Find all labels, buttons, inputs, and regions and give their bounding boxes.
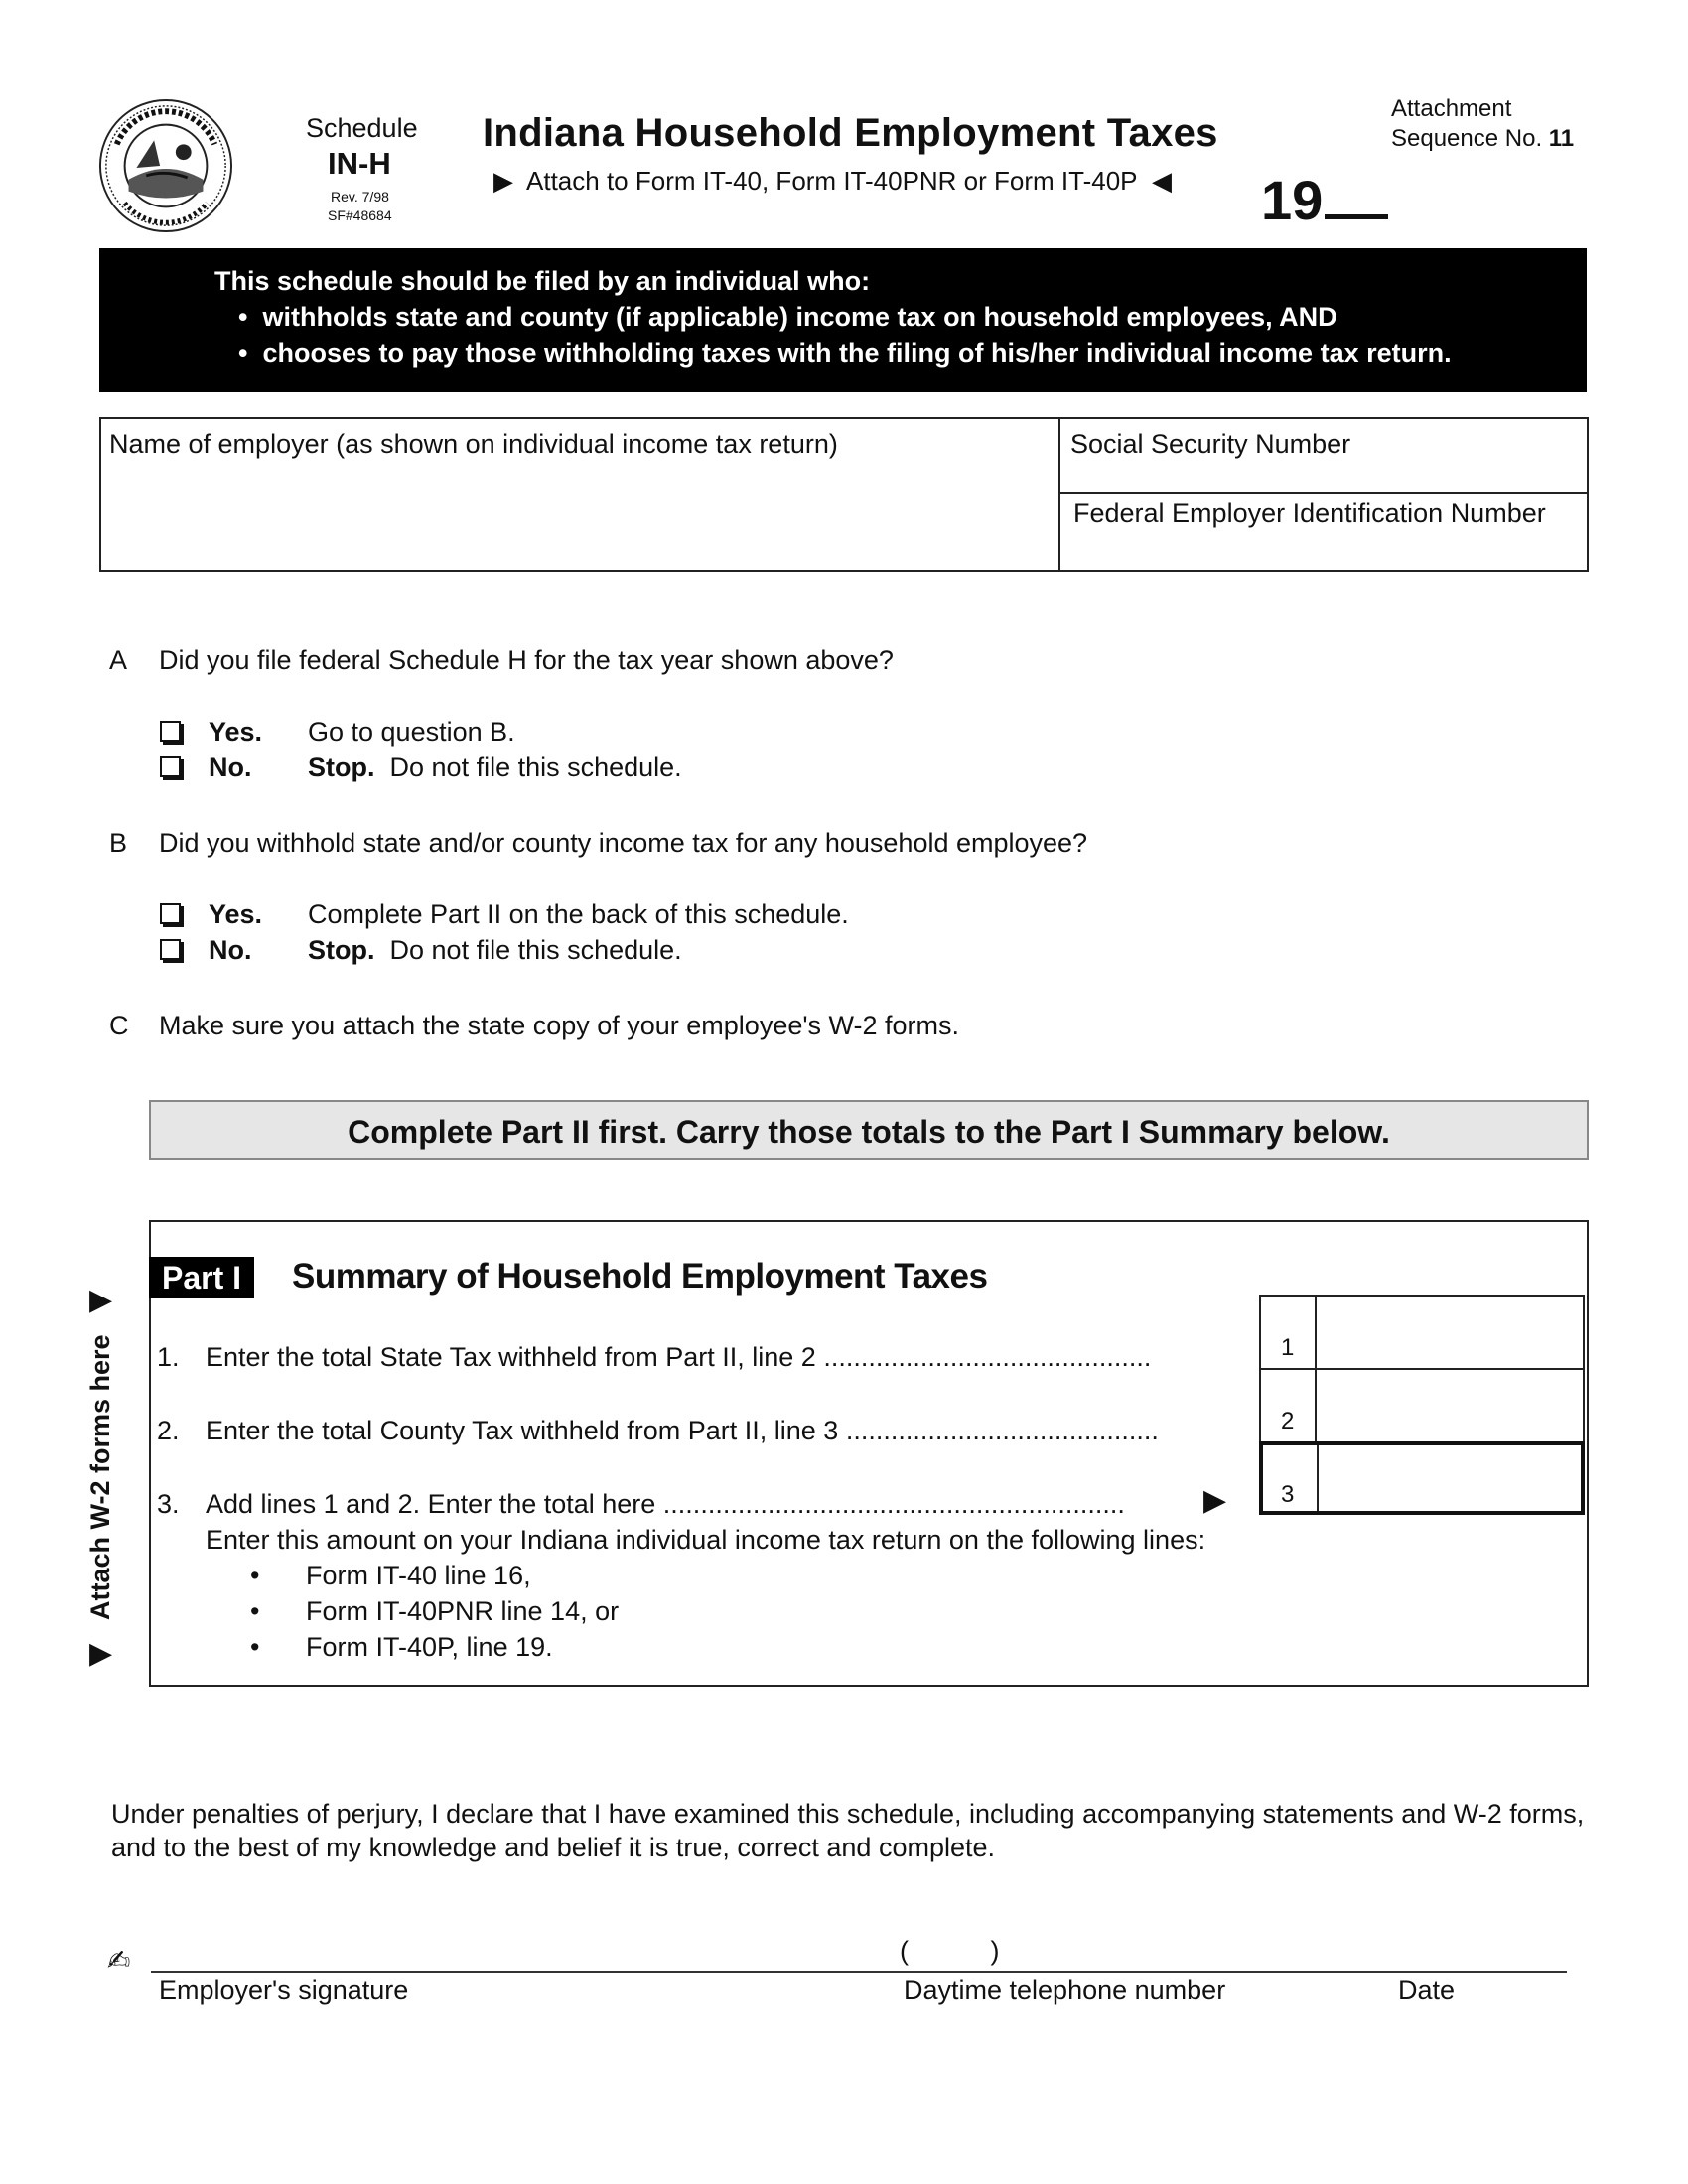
question-a-text: Did you file federal Schedule H for the tax year shown above?	[159, 645, 894, 675]
instruction-text: Complete Part II first. Carry those totals to the Part I Summary below.	[348, 1114, 1390, 1150]
amount-box-line-2[interactable]	[1259, 1368, 1585, 1441]
amount-box-divider	[1315, 1297, 1317, 1368]
form-line-item: •	[250, 1561, 260, 1590]
amount-box-divider	[1317, 1445, 1319, 1511]
employer-signature-label: Employer's signature	[159, 1976, 409, 2005]
line-2-number: 2.	[157, 1416, 180, 1445]
line-3-text: Add lines 1 and 2. Enter the total here ..............................................................	[206, 1489, 1125, 1519]
question-b-yes-label: Yes.	[209, 899, 263, 929]
line-1-number: 1.	[157, 1342, 180, 1372]
amount-box-line-1[interactable]	[1259, 1295, 1585, 1368]
banner-bullet-2-text: chooses to pay those withholding taxes with the filing of his/her individual income tax return.	[262, 339, 1452, 368]
revision-date: Rev. 7/98	[331, 189, 389, 205]
arrow-right-icon: ▶	[493, 166, 513, 196]
question-a-no-label: No.	[209, 752, 252, 782]
schedule-id: IN-H	[328, 146, 391, 181]
line-3-number: 3.	[157, 1489, 180, 1519]
amount-box-line-3[interactable]	[1259, 1441, 1585, 1515]
fein-field[interactable]: Federal Employer Identification Number	[1073, 498, 1546, 528]
sequence-label: Sequence No.	[1391, 125, 1543, 152]
question-a-stop: Stop.	[308, 752, 375, 782]
question-a-no-text	[308, 752, 682, 783]
question-a-no-checkbox[interactable]	[160, 756, 181, 777]
eligibility-banner	[99, 248, 1587, 392]
phone-area-code-parens[interactable]: ( )	[900, 1936, 1000, 1966]
line-1-text: Enter the total State Tax withheld from Part II, line 2 ............................................	[206, 1342, 1152, 1372]
line-2-text: Enter the total County Tax withheld from Part II, line 3 ..........................................	[206, 1416, 1159, 1445]
amount-box-label: 3	[1281, 1481, 1295, 1508]
question-b-text: Did you withhold state and/or county income tax for any household employee?	[159, 828, 1088, 858]
perjury-line-2: and to the best of my knowledge and belief it is true, correct and complete.	[111, 1833, 995, 1862]
part-1-badge: Part I	[149, 1257, 254, 1298]
arrow-left-icon: ◀	[1151, 166, 1172, 196]
part-1-title: Summary of Household Employment Taxes	[292, 1257, 988, 1296]
tax-year-blank[interactable]	[1325, 167, 1388, 219]
question-b-no-label: No.	[209, 935, 252, 965]
line-3-note: Enter this amount on your Indiana individual income tax return on the following lines:	[206, 1525, 1206, 1555]
form-line-item-text: Form IT-40P, line 19.	[306, 1632, 553, 1662]
date-label: Date	[1398, 1976, 1456, 2005]
sequence-number-line	[1391, 125, 1574, 153]
form-title: Indiana Household Employment Taxes	[483, 111, 1218, 155]
question-a-no-detail: Do not file this schedule.	[389, 752, 682, 782]
attach-instruction-text: Attach to Form IT-40, Form IT-40PNR or Form IT-40P	[526, 166, 1138, 196]
form-line-item: •	[250, 1596, 260, 1626]
schedule-label: Schedule	[306, 113, 418, 143]
question-b-no-detail: Do not file this schedule.	[389, 935, 682, 965]
question-b-yes-checkbox[interactable]	[160, 903, 181, 924]
attach-w2-side-note: Attach W-2 forms here	[85, 1334, 115, 1620]
amount-box-label: 1	[1281, 1334, 1295, 1361]
side-arrow-bottom-icon: ▶	[89, 1637, 113, 1670]
amount-box-label: 2	[1281, 1408, 1295, 1434]
employer-name-field[interactable]: Name of employer (as shown on individual income tax return)	[109, 429, 838, 459]
amount-box-divider	[1315, 1370, 1317, 1441]
banner-intro: This schedule should be filed by an individual who:	[214, 266, 871, 296]
question-c-text: Make sure you attach the state copy of your employee's W-2 forms.	[159, 1011, 960, 1040]
sf-number: SF#48684	[328, 207, 392, 223]
tax-year-prefix: 19	[1261, 169, 1324, 231]
line-3-arrow-icon: ▶	[1203, 1484, 1227, 1517]
question-b-no-text	[308, 935, 682, 966]
banner-bullet-2: • chooses to pay those withholding taxes with the filing of his/her individual income tax return.	[238, 339, 1452, 368]
question-b-yes-text: Complete Part II on the back of this schedule.	[308, 899, 849, 929]
banner-bullet-1: • withholds state and county (if applicable) income tax on household employees, AND	[238, 302, 1337, 332]
form-line-item-text: Form IT-40 line 16,	[306, 1561, 531, 1590]
form-line-item-text: Form IT-40PNR line 14, or	[306, 1596, 620, 1626]
question-a-yes-checkbox[interactable]	[160, 721, 181, 742]
form-line-item: •	[250, 1632, 260, 1662]
question-b-no-checkbox[interactable]	[160, 939, 181, 960]
amount-column	[1259, 1295, 1585, 1517]
question-b-letter: B	[109, 828, 128, 858]
question-c-letter: C	[109, 1011, 129, 1040]
banner-bullet-1-text: withholds state and county (if applicable) income tax on household employees, AND	[262, 302, 1337, 332]
perjury-line-1: Under penalties of perjury, I declare that I have examined this schedule, including accompanying statements and W-2 forms,	[111, 1799, 1585, 1829]
employer-box-hdivider	[1058, 492, 1587, 494]
question-a-yes-text: Go to question B.	[308, 717, 515, 747]
ssn-field[interactable]: Social Security Number	[1070, 429, 1351, 459]
side-arrow-top-icon: ▶	[89, 1284, 113, 1316]
sequence-number: 11	[1548, 125, 1575, 152]
tax-year	[1261, 167, 1388, 232]
signature-line[interactable]	[151, 1971, 1567, 1973]
state-seal-logo	[97, 97, 234, 234]
attachment-label: Attachment	[1391, 95, 1512, 122]
question-a-yes-label: Yes.	[209, 717, 263, 747]
question-b-stop: Stop.	[308, 935, 375, 965]
instruction-box	[149, 1100, 1589, 1160]
attach-instruction	[493, 166, 1172, 197]
pen-icon: ✍	[107, 1945, 131, 1976]
question-a-letter: A	[109, 645, 128, 675]
phone-label: Daytime telephone number	[904, 1976, 1226, 2005]
